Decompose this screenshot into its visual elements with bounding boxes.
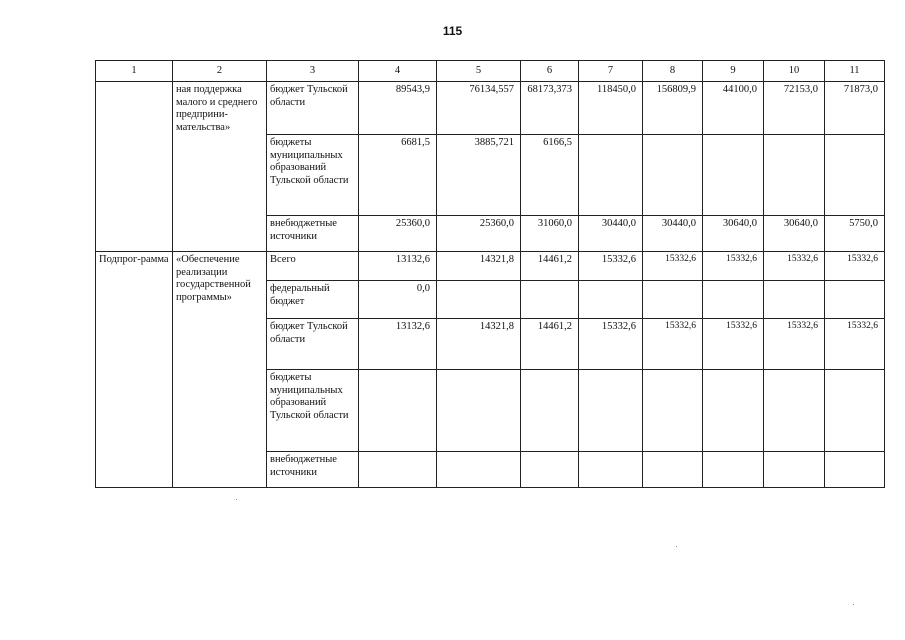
value-cell: 15332,6 [643,252,703,281]
value-cell [437,370,521,452]
value-cell: 5750,0 [825,216,885,252]
funding-source-cell: бюджеты муниципальных образований Тульской области [267,370,359,452]
program-name-cell: «Обеспечение реализации государственной программы» [173,252,267,488]
value-cell [521,452,579,488]
funding-source-cell: бюджет Тульской области [267,82,359,135]
value-cell [359,370,437,452]
column-number-1: 1 [96,61,173,82]
value-cell [521,281,579,319]
value-cell: 13132,6 [359,319,437,370]
value-cell: 6681,5 [359,135,437,216]
scan-speck [236,499,237,500]
value-cell: 156809,9 [643,82,703,135]
value-cell [643,281,703,319]
value-cell [579,370,643,452]
column-number-9: 9 [703,61,764,82]
page-number: 115 [442,24,463,38]
value-cell: 44100,0 [703,82,764,135]
value-cell [643,370,703,452]
value-cell [764,370,825,452]
value-cell [825,452,885,488]
budget-table [95,60,885,488]
value-cell: 15332,6 [825,319,885,370]
column-number-2: 2 [173,61,267,82]
value-cell: 15332,6 [703,252,764,281]
value-cell [703,452,764,488]
value-cell [521,370,579,452]
funding-source-cell: федеральный бюджет [267,281,359,319]
value-cell: 30440,0 [643,216,703,252]
value-cell: 71873,0 [825,82,885,135]
value-cell: 15332,6 [643,319,703,370]
value-cell [437,281,521,319]
value-cell: 14321,8 [437,319,521,370]
value-cell: 30440,0 [579,216,643,252]
value-cell: 15332,6 [825,252,885,281]
funding-source-cell: внебюджетные источники [267,216,359,252]
value-cell [825,281,885,319]
funding-source-cell: Всего [267,252,359,281]
value-cell: 30640,0 [703,216,764,252]
value-cell: 72153,0 [764,82,825,135]
value-cell [579,452,643,488]
value-cell: 31060,0 [521,216,579,252]
value-cell: 14461,2 [521,252,579,281]
column-number-3: 3 [267,61,359,82]
value-cell [764,281,825,319]
value-cell: 68173,373 [521,82,579,135]
value-cell: 15332,6 [764,319,825,370]
value-cell: 15332,6 [579,319,643,370]
value-cell [825,370,885,452]
value-cell: 13132,6 [359,252,437,281]
value-cell: 0,0 [359,281,437,319]
value-cell: 15332,6 [764,252,825,281]
value-cell [703,281,764,319]
value-cell: 30640,0 [764,216,825,252]
column-number-5: 5 [437,61,521,82]
value-cell [643,135,703,216]
column-number-8: 8 [643,61,703,82]
scan-speck [853,604,854,605]
value-cell: 15332,6 [703,319,764,370]
value-cell: 3885,721 [437,135,521,216]
program-name-cell: ная поддержка малого и среднего предприни-мательства» [173,82,267,252]
value-cell: 89543,9 [359,82,437,135]
value-cell [703,135,764,216]
funding-source-cell: бюджет Тульской области [267,319,359,370]
value-cell [579,281,643,319]
value-cell: 14321,8 [437,252,521,281]
header-row [96,61,885,82]
value-cell [703,370,764,452]
table-row [96,82,885,135]
value-cell: 6166,5 [521,135,579,216]
value-cell: 76134,557 [437,82,521,135]
value-cell [437,452,521,488]
value-cell [359,452,437,488]
value-cell [825,135,885,216]
value-cell [643,452,703,488]
funding-source-cell: внебюджетные источники [267,452,359,488]
column-number-4: 4 [359,61,437,82]
funding-source-cell: бюджеты муниципальных образований Тульской области [267,135,359,216]
column-number-6: 6 [521,61,579,82]
value-cell [764,135,825,216]
column-number-7: 7 [579,61,643,82]
scan-speck [676,546,677,547]
value-cell: 25360,0 [437,216,521,252]
column-number-10: 10 [764,61,825,82]
table-row [96,252,885,281]
column-number-11: 11 [825,61,885,82]
value-cell: 25360,0 [359,216,437,252]
value-cell: 118450,0 [579,82,643,135]
value-cell: 15332,6 [579,252,643,281]
row-type-cell: Подпрог-рамма [96,252,173,488]
value-cell [764,452,825,488]
value-cell [579,135,643,216]
value-cell: 14461,2 [521,319,579,370]
row-type-cell [96,82,173,252]
